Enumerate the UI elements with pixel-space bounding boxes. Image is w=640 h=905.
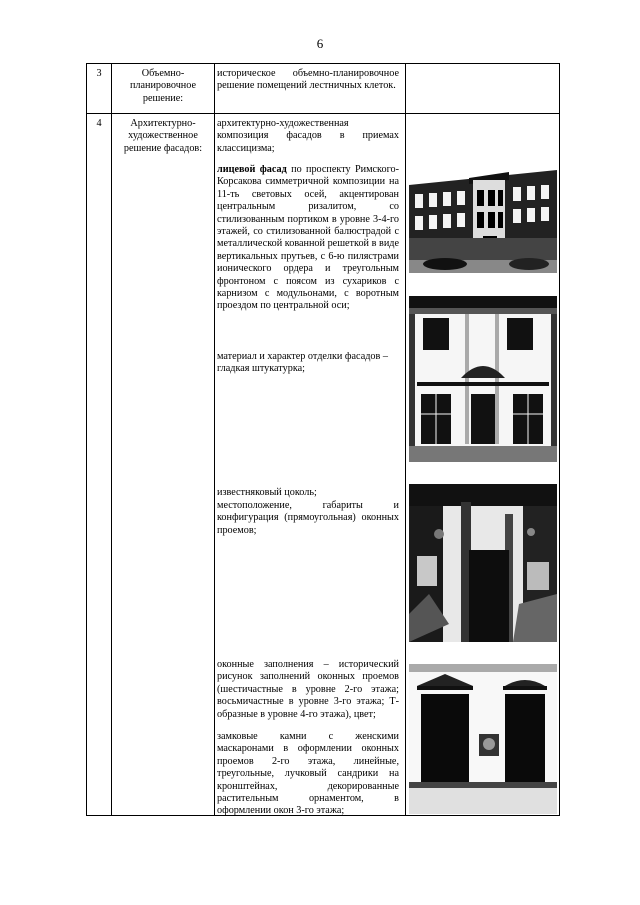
window-fillings-text: оконные заполнения – исторический рисунок заполнений оконных проемов (шестичастные в уровне 2-го этажа; восьмичастные в уровне 3-го этажа; Т-образные в уровне 4-го этажа), цвет; (217, 659, 399, 720)
keystones-text: замковые камни с женскими маскаронами в оформлении оконных проемов 2-го этажа, линейные, треугольные, лучковый сандрики на кронштейнах, декорированные растительным орнаментом, в оформлении окон 3-го этажа; (217, 731, 399, 817)
row-4-title: Архитектурно-художественное решение фасадов: (123, 118, 203, 154)
document-table (86, 63, 560, 816)
gate-passage-photo (409, 484, 557, 642)
main-facade-text (217, 164, 399, 313)
plinth-text: известняковый цоколь; (217, 487, 317, 498)
portico-detail-photo (409, 296, 557, 462)
column-divider (405, 64, 406, 815)
facade-composition-text: архитектурно-художественная композиция фасадов в приемах классицизма; (217, 118, 399, 154)
main-facade-rest: по проспекту Римского-Корсакова симметричной композиции на 11-ть световых осей, акцентирован центральным ризалитом, со стилизованным портиком в уровне 3-4-го этажей, со стилизованной балюстрадой с металлической кованной решеткой в виде вертикальных прутьев, с 6-ю пилястрами ионического ордера и треугольным фронтоном с поясом из сухариков с карнизом с модульонами, с воротным проездом по центральной оси; (217, 164, 399, 312)
window-openings-text: местоположение, габариты и конфигурация (прямоугольная) оконных проемов; (217, 500, 399, 536)
page-number: 6 (316, 36, 324, 51)
column-divider (111, 64, 112, 815)
row-4-number: 4 (96, 118, 102, 129)
row-divider (87, 113, 559, 114)
row-3-title: Объемно-планировочное решение: (129, 68, 197, 104)
finish-material-text: материал и характер отделки фасадов – гладкая штукатурка; (217, 351, 388, 375)
row-3-description: историческое объемно-планировочное решение помещений лестничных клеток. (217, 68, 399, 92)
row-3-number: 3 (96, 68, 102, 79)
window-details-photo (409, 664, 557, 814)
facade-street-photo (409, 150, 557, 273)
column-divider (214, 64, 215, 815)
main-facade-bold: лицевой фасад (217, 164, 287, 175)
